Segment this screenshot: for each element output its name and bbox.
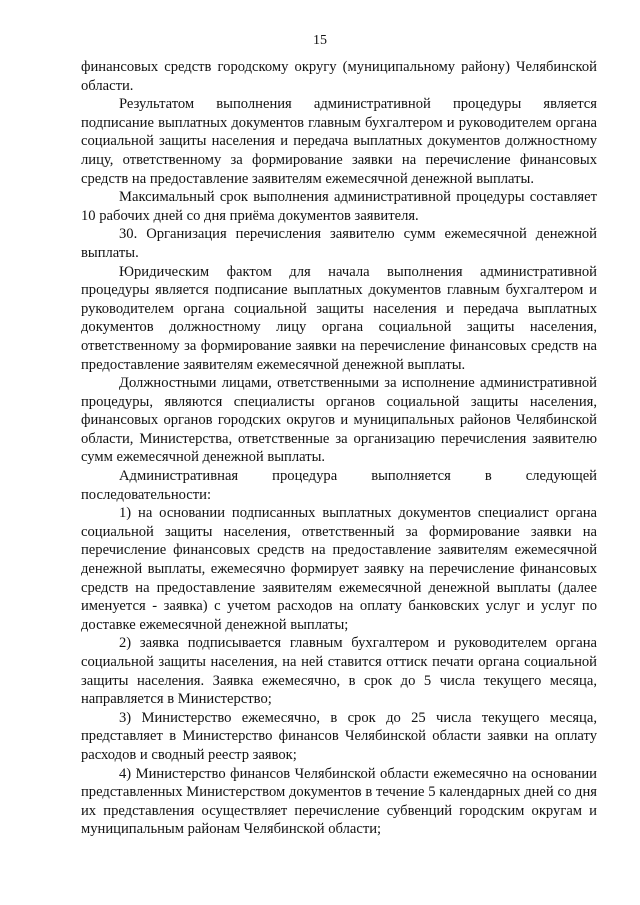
page-number: 15 <box>313 33 327 48</box>
list-item: 1) на основании подписанных выплатных документов специалист органа социальной защиты населения, ответственный за формирование заявки на перечисление финансовых средств на предоставление заявителям ежемесячной денежной выплаты, ежемесячно формирует заявку на перечисление финансовых средств на предоставление заявителям ежемесячной денежной выплаты (далее именуется - заявка) с учетом расходов на оплату банковских услуг и услуг по доставке ежемесячной денежной выплаты; <box>81 505 597 633</box>
document-body <box>81 58 597 839</box>
section-heading: 30. Организация перечисления заявителю сумм ежемесячной денежной выплаты. <box>81 226 597 261</box>
paragraph: Максимальный срок выполнения административной процедуры составляет 10 рабочих дней со дня приёма документов заявителя. <box>81 189 597 224</box>
list-item: 4) Министерство финансов Челябинской области ежемесячно на основании представленных Министерством документов в течение 5 календарных дней со дня их представления осуществляет перечисление субвенций городским округам и муниципальным районам Челябинской области; <box>81 765 597 838</box>
list-item: 3) Министерство ежемесячно, в срок до 25 числа текущего месяца, представляет в Министерство финансов Челябинской области заявки на оплату расходов и сводный реестр заявок; <box>81 709 597 763</box>
paragraph: Результатом выполнения административной процедуры является подписание выплатных документов главным бухгалтером и руководителем органа социальной защиты населения и передача выплатных документов должностному лицу, ответственному за формирование заявки на перечисление финансовых средств на предоставление заявителям ежемесячной денежной выплаты. <box>81 96 597 187</box>
paragraph: Должностными лицами, ответственными за исполнение административной процедуры, являются специалисты органов социальной защиты населения, финансовых органов городских округов и муниципальных районов Челябинской области, Министерства, ответственные за организацию перечисления заявителю сумм ежемесячной денежной выплаты. <box>81 375 597 466</box>
paragraph: Административная процедура выполняется в следующей последовательности: <box>81 468 597 503</box>
paragraph: финансовых средств городскому округу (муниципальному району) Челябинской области. <box>81 59 597 94</box>
paragraph: Юридическим фактом для начала выполнения административной процедуры является подписание выплатных документов главным бухгалтером и руководителем органа социальной защиты населения и передача выплатных документов должностному лицу органа социальной защиты населения, ответственному за формирование заявки на перечисление финансовых средств на предоставление заявителям ежемесячной денежной выплаты. <box>81 263 597 373</box>
list-item: 2) заявка подписывается главным бухгалтером и руководителем органа социальной защиты населения, на ней ставится оттиск печати органа социальной защиты населения. Заявка ежемесячно, в срок до 5 числа текущего месяца, направляется в Министерство; <box>81 635 597 708</box>
